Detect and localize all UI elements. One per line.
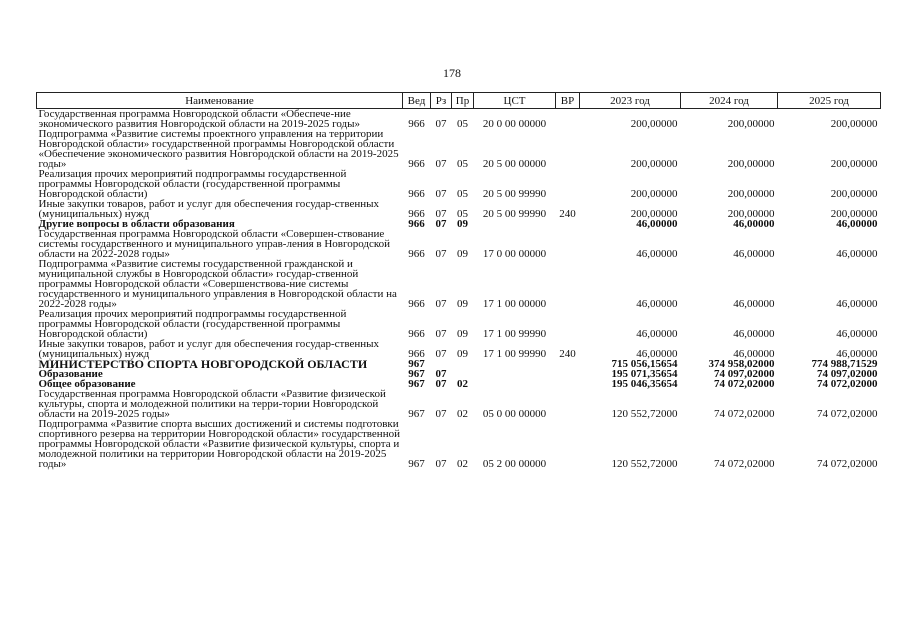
cell-name: Подпрограмма «Развитие системы государственной гражданской и муниципальной службы в Новгородской области» государ-ственной программы Новгородской области «Совершенствова-ние системы государственного и муниципального управления в Новгородской области на 2022-2028 годы» <box>38 258 397 310</box>
cell-2025: 46,00000 <box>836 298 878 310</box>
cell-ved: 966 <box>408 118 425 130</box>
cell-2024: 200,00000 <box>727 188 775 200</box>
cell-pr: 09 <box>457 348 468 360</box>
cell-ved: 966 <box>408 328 425 340</box>
cell-pr: 05 <box>457 158 468 170</box>
cell-cst: 05 2 00 00000 <box>482 458 547 470</box>
header-2024: 2024 год <box>681 93 778 109</box>
cell-vr <box>556 129 580 169</box>
cell-2025: 46,00000 <box>836 248 878 260</box>
page-number: 178 <box>443 66 461 80</box>
cell-rz: 07 <box>435 458 447 470</box>
cell-2024: 46,00000 <box>733 248 775 260</box>
table-row <box>37 199 881 219</box>
cell-ved: 967 <box>408 408 425 420</box>
cell-cst: 20 5 00 99990 <box>482 208 547 220</box>
cell-pr: 05 <box>457 188 468 200</box>
cell-pr: 05 <box>457 208 468 220</box>
cell-cst: 17 1 00 00000 <box>482 298 547 310</box>
cell-pr: 02 <box>457 458 468 470</box>
cell-vr: 240 <box>559 348 576 360</box>
cell-cst <box>474 379 556 389</box>
cell-2024: 46,00000 <box>733 328 775 340</box>
cell-2025: 200,00000 <box>830 188 878 200</box>
cell-ved: 966 <box>408 208 425 220</box>
cell-2024: 74 072,02000 <box>714 458 775 470</box>
cell-vr <box>556 359 580 369</box>
header-2023: 2023 год <box>580 93 681 109</box>
header-2025: 2025 год <box>778 93 881 109</box>
header-pr: Пр <box>452 93 474 109</box>
table-row <box>37 109 881 130</box>
table-row <box>37 129 881 169</box>
cell-ved: 967 <box>408 458 425 470</box>
cell-pr <box>452 359 474 369</box>
cell-ved: 966 <box>408 348 425 360</box>
cell-2025: 200,00000 <box>830 118 878 130</box>
cell-name: Государственная программа Новгородской области «Совершен-ствование системы государственного и муниципального управ-ления в Новгородской области на 2022-2028 годы» <box>38 228 391 260</box>
cell-vr <box>556 169 580 199</box>
cell-name: Другие вопросы в области образования <box>38 218 235 230</box>
header-rz: Рз <box>431 93 452 109</box>
cell-name: Общее образование <box>38 378 136 390</box>
cell-vr <box>556 109 580 130</box>
cell-ved: 966 <box>408 218 425 230</box>
cell-2023: 200,00000 <box>630 118 678 130</box>
cell-2023: 46,00000 <box>636 298 678 310</box>
cell-cst: 17 1 00 99990 <box>482 328 547 340</box>
cell-pr: 09 <box>457 248 468 260</box>
cell-2023: 46,00000 <box>636 218 678 230</box>
cell-name: Подпрограмма «Развитие системы проектного управления на территории Новгородской области» государственной программы Новгородской области «Обеспечение экономического развития Новгородской области на 2019-2025 годы» <box>38 128 399 170</box>
cell-rz: 07 <box>435 368 447 380</box>
cell-2025: 774 988,71529 <box>811 358 878 370</box>
header-cst: ЦСТ <box>474 93 556 109</box>
cell-rz: 07 <box>435 328 447 340</box>
cell-2025: 46,00000 <box>836 328 878 340</box>
cell-name: Государственная программа Новгородской области «Развитие физической культуры, спорта и молодежной политики на терри-тории Новгородской области на 2019-2025 годы» <box>38 388 386 420</box>
cell-2023: 200,00000 <box>630 188 678 200</box>
cell-ved: 966 <box>408 188 425 200</box>
cell-2024: 374 958,02000 <box>708 358 775 370</box>
cell-pr: 05 <box>457 118 468 130</box>
cell-ved: 966 <box>408 298 425 310</box>
table-header-row <box>37 93 881 109</box>
table-row <box>37 419 881 469</box>
cell-rz: 07 <box>435 248 447 260</box>
cell-name: Государственная программа Новгородской области «Обеспече-ние экономического развития Новгородской области на 2019-2025 годы» <box>38 108 361 130</box>
cell-2023: 46,00000 <box>636 248 678 260</box>
cell-2025: 200,00000 <box>830 208 878 220</box>
cell-name: Иные закупки товаров, работ и услуг для обеспечения государ-ственных (муниципальных) нужд <box>38 198 380 220</box>
cell-2024: 46,00000 <box>733 348 775 360</box>
cell-2025: 74 072,02000 <box>817 458 878 470</box>
cell-2024: 200,00000 <box>727 118 775 130</box>
cell-name: Образование <box>38 368 103 380</box>
cell-vr <box>556 259 580 309</box>
cell-cst: 17 0 00 00000 <box>482 248 547 260</box>
cell-2024: 46,00000 <box>733 218 775 230</box>
cell-pr: 09 <box>457 328 468 340</box>
cell-vr: 240 <box>559 208 576 220</box>
cell-2023: 46,00000 <box>636 348 678 360</box>
table-body <box>37 109 881 470</box>
table-row <box>37 309 881 339</box>
cell-2025: 74 097,02000 <box>817 368 878 380</box>
cell-rz: 07 <box>435 158 447 170</box>
cell-pr: 09 <box>457 218 468 230</box>
cell-vr <box>556 379 580 389</box>
cell-2025: 74 072,02000 <box>817 378 878 390</box>
cell-2023: 120 552,72000 <box>611 458 678 470</box>
cell-cst: 20 5 00 00000 <box>482 158 547 170</box>
cell-rz: 07 <box>435 208 447 220</box>
cell-2023: 46,00000 <box>636 328 678 340</box>
cell-name: Реализация прочих мероприятий подпрограммы государственной программы Новгородской области (государственной программы Новгородской области) <box>38 168 347 200</box>
cell-name: Подпрограмма «Развитие спорта высших достижений и системы подготовки спортивного резерва на территории Новгородской области» государственной программы Новгородской области «Развитие физической культуры, спорта и молодежной политики на территории Новгородской области на 2019-2025 годы» <box>38 418 400 470</box>
cell-vr <box>556 219 580 229</box>
cell-cst <box>474 369 556 379</box>
cell-2023: 715 056,15654 <box>611 358 678 370</box>
cell-ved: 967 <box>408 368 425 380</box>
cell-2023: 195 046,35654 <box>611 378 678 390</box>
cell-2023: 200,00000 <box>630 208 678 220</box>
cell-pr: 02 <box>457 408 468 420</box>
cell-vr <box>556 369 580 379</box>
cell-ved: 966 <box>408 158 425 170</box>
header-name: Наименование <box>37 93 403 109</box>
cell-rz: 07 <box>435 298 447 310</box>
table-row <box>37 259 881 309</box>
cell-vr <box>556 309 580 339</box>
cell-rz: 07 <box>435 348 447 360</box>
table-row <box>37 339 881 359</box>
cell-vr <box>556 229 580 259</box>
cell-cst: 17 1 00 99990 <box>482 348 547 360</box>
cell-rz: 07 <box>435 408 447 420</box>
cell-2023: 120 552,72000 <box>611 408 678 420</box>
cell-2024: 74 097,02000 <box>714 368 775 380</box>
cell-2024: 74 072,02000 <box>714 378 775 390</box>
table-row <box>37 389 881 419</box>
cell-ved: 967 <box>408 358 425 370</box>
cell-rz: 07 <box>435 218 447 230</box>
cell-cst: 20 5 00 99990 <box>482 188 547 200</box>
cell-ved: 967 <box>408 378 425 390</box>
cell-name: Иные закупки товаров, работ и услуг для обеспечения государ-ственных (муниципальных) нужд <box>38 338 380 360</box>
cell-cst: 20 0 00 00000 <box>482 118 547 130</box>
cell-cst <box>474 219 556 229</box>
cell-2025: 200,00000 <box>830 158 878 170</box>
table-row <box>37 229 881 259</box>
cell-2025: 46,00000 <box>836 348 878 360</box>
cell-rz: 07 <box>435 118 447 130</box>
cell-vr <box>556 419 580 469</box>
header-ved: Вед <box>403 93 431 109</box>
cell-pr: 09 <box>457 298 468 310</box>
cell-2024: 200,00000 <box>727 208 775 220</box>
cell-cst: 05 0 00 00000 <box>482 408 547 420</box>
cell-rz: 07 <box>435 378 447 390</box>
cell-2024: 200,00000 <box>727 158 775 170</box>
header-vr: ВР <box>556 93 580 109</box>
cell-vr <box>556 389 580 419</box>
cell-2024: 74 072,02000 <box>714 408 775 420</box>
cell-ved: 966 <box>408 248 425 260</box>
cell-name: МИНИСТЕРСТВО СПОРТА НОВГОРОДСКОЙ ОБЛАСТИ <box>38 357 368 371</box>
cell-2023: 195 071,35654 <box>611 368 678 380</box>
cell-2023: 200,00000 <box>630 158 678 170</box>
cell-name: Реализация прочих мероприятий подпрограммы государственной программы Новгородской области (государственной программы Новгородской области) <box>38 308 347 340</box>
cell-pr: 02 <box>457 378 468 390</box>
cell-cst <box>474 359 556 369</box>
cell-2025: 74 072,02000 <box>817 408 878 420</box>
cell-2025: 46,00000 <box>836 218 878 230</box>
cell-2024: 46,00000 <box>733 298 775 310</box>
table-row <box>37 169 881 199</box>
cell-rz: 07 <box>435 188 447 200</box>
budget-table <box>36 92 881 469</box>
